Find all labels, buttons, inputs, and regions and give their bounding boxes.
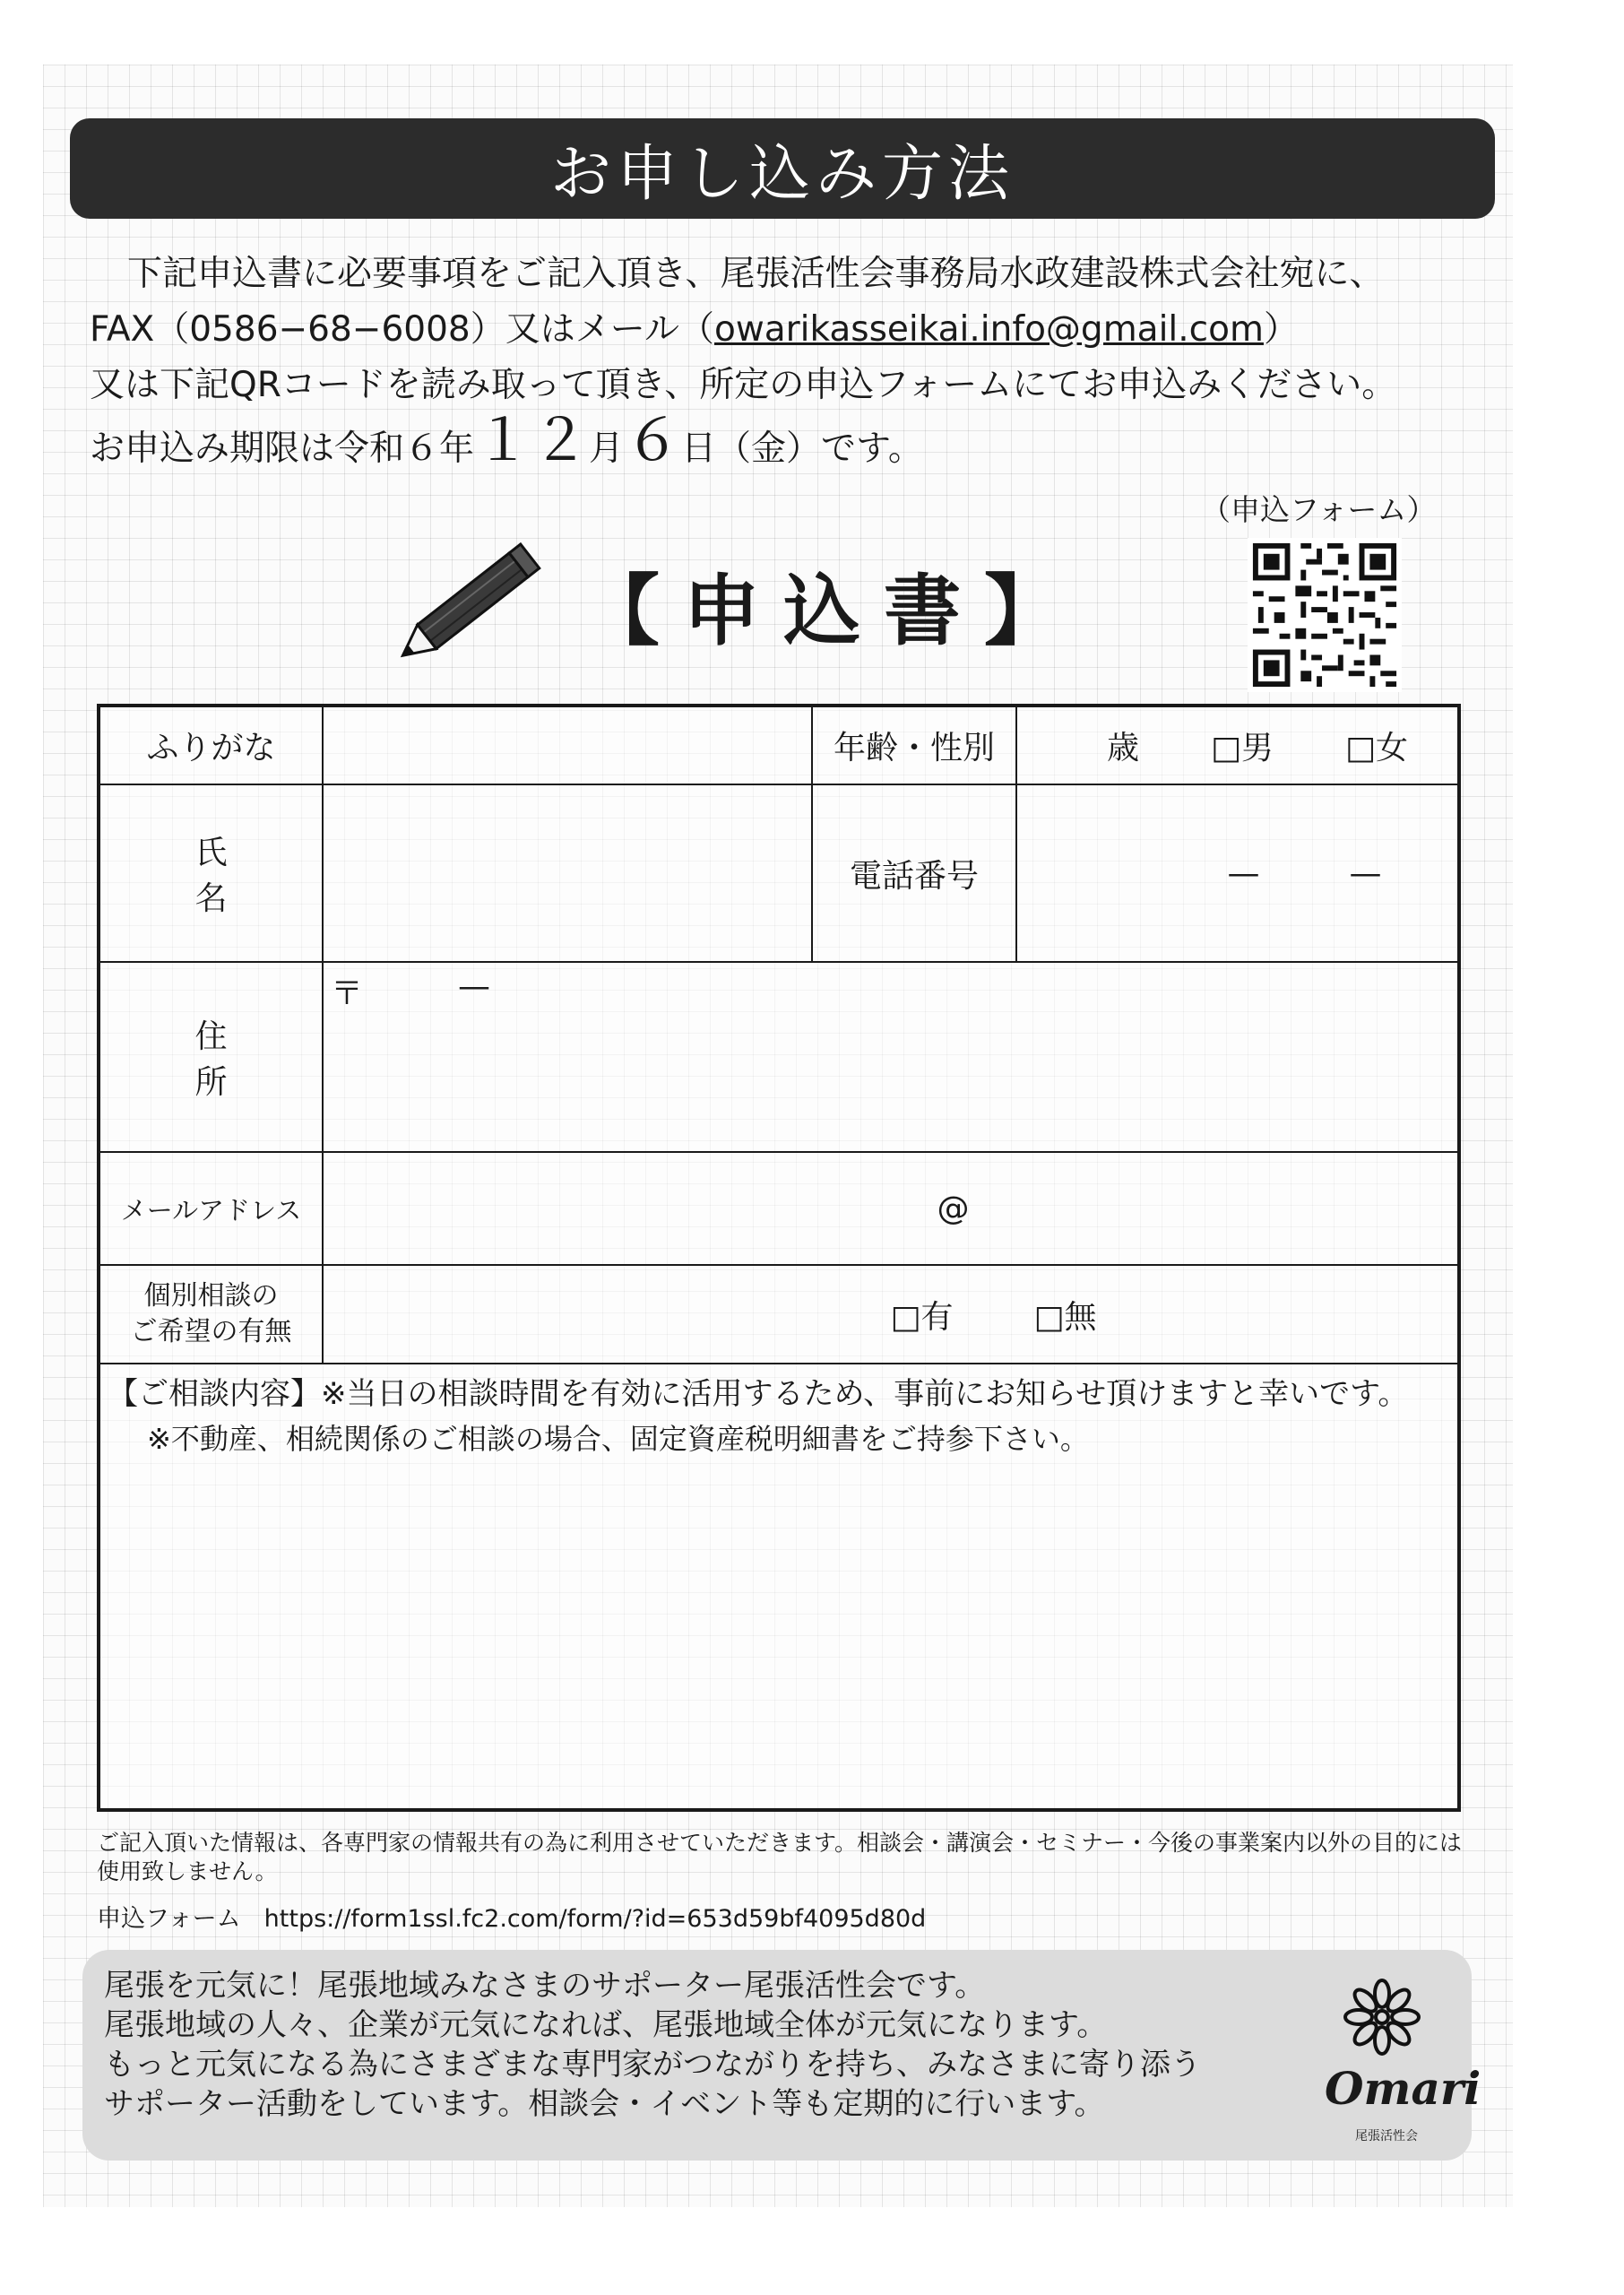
- email-input[interactable]: [323, 1152, 1459, 1265]
- consult-heading: 【ご相談内容】: [108, 1376, 321, 1412]
- consult-note-2: ※不動産、相続関係のご相談の場合、固定資産税明細書をご持参下さい。: [147, 1422, 1089, 1456]
- furigana-input[interactable]: [323, 706, 812, 784]
- deadline-month-unit: 月: [589, 429, 625, 469]
- footer-text: [104, 1966, 1201, 2124]
- consult-content-input[interactable]: [99, 1364, 1459, 1810]
- phone-dash-2: —: [1349, 854, 1382, 892]
- intro-line-2: [90, 302, 1506, 358]
- footer-line-1: 尾張を元気に！尾張地域みなさまのサポーター尾張活性会です。: [104, 1968, 986, 2004]
- consult-label-line-2: ご希望の有無: [130, 1316, 292, 1347]
- footer-line-3: もっと元気になる為にさまざまな専門家がつながりを持ち、みなさまに寄り添う: [104, 2047, 1201, 2083]
- consult-label-line-1: 個別相談の: [143, 1280, 279, 1312]
- intro-text: [90, 247, 1506, 477]
- name-label: 氏名: [99, 784, 323, 962]
- application-form: [97, 704, 1461, 1812]
- intro-line-1: 下記申込書に必要事項をご記入頂き、尾張活性会事務局水政建設株式会社宛に、: [127, 254, 1385, 294]
- email-at-mark: @: [937, 1190, 970, 1227]
- fax-text: FAX（0586−68−6008）又はメール（: [90, 309, 714, 350]
- phone-input[interactable]: [1016, 784, 1459, 962]
- furigana-label: ふりがな: [99, 706, 323, 784]
- intro-line-3: 又は下記QRコードを読み取って頂き、所定の申込フォームにてお申込みください。: [90, 365, 1397, 405]
- phone-label: 電話番号: [812, 784, 1016, 962]
- form-url-line: [97, 1899, 926, 1934]
- form-url-label: 申込フォーム: [97, 1905, 241, 1933]
- paren-close: ）: [1263, 309, 1299, 350]
- form-row-consult-content: [99, 1364, 1459, 1810]
- email-label: メールアドレス: [99, 1152, 323, 1265]
- age-gender-input[interactable]: [1016, 706, 1459, 784]
- form-row-furigana: [99, 706, 1459, 784]
- male-checkbox[interactable]: □男: [1211, 730, 1274, 766]
- logo-subtext: 尾張活性会: [1355, 2129, 1418, 2143]
- form-row-email: [99, 1152, 1459, 1265]
- deadline-prefix: お申込み期限は令和６年: [90, 429, 475, 469]
- no-checkbox[interactable]: □無: [1033, 1298, 1097, 1336]
- deadline-day: ６: [624, 408, 682, 474]
- qr-caption: （申込フォーム）: [1201, 492, 1437, 527]
- qr-code-icon[interactable]: [1248, 538, 1402, 692]
- female-checkbox[interactable]: □女: [1345, 730, 1409, 766]
- logo-text: Omari: [1325, 2062, 1481, 2115]
- flower-logo-icon: [1337, 1972, 1427, 2062]
- pencil-icon: [387, 518, 566, 680]
- age-gender-label: 年齢・性別: [812, 706, 1016, 784]
- age-unit: 歳: [1107, 730, 1140, 766]
- deadline-month: １２: [474, 408, 590, 474]
- form-row-consult-wish: [99, 1265, 1459, 1364]
- consult-heading-line: [108, 1372, 1457, 1416]
- consult-wish-input[interactable]: [323, 1265, 1459, 1364]
- deadline-suffix: 日（金）です。: [681, 429, 923, 469]
- phone-dash-1: —: [1227, 854, 1260, 892]
- page-title: お申し込み方法: [549, 138, 1015, 210]
- email-link[interactable]: owarikasseikai.info@gmail.com: [713, 309, 1264, 350]
- consult-wish-label: [99, 1265, 323, 1364]
- footer-line-4: サポーター活動をしています。相談会・イベント等も定期的に行います。: [104, 2086, 1105, 2122]
- consult-note-1: ※当日の相談時間を有効に活用するため、事前にお知らせ頂けますと幸いです。: [321, 1376, 1409, 1412]
- form-row-address: [99, 962, 1459, 1152]
- postal-mark: 〒: [331, 975, 364, 1012]
- intro-line-4: [90, 408, 1506, 477]
- form-url-link[interactable]: https://form1ssl.fc2.com/form/?id=653d59bf4095d80d: [263, 1905, 927, 1933]
- postal-dash: —: [458, 968, 490, 1005]
- footer-line-2: 尾張地域の人々、企業が元気になれば、尾張地域全体が元気になります。: [104, 2007, 1108, 2043]
- form-row-name: [99, 784, 1459, 962]
- name-input[interactable]: [323, 784, 812, 962]
- application-title: 【申込書】: [583, 567, 1084, 656]
- address-input[interactable]: [323, 962, 1459, 1152]
- privacy-note: ご記入頂いた情報は、各専門家の情報共有の為に利用させていただきます。相談会・講演会・セミナー・今後の事業案内以外の目的には使用致しません。: [97, 1830, 1463, 1884]
- title-banner: [70, 118, 1495, 219]
- address-label: 住所: [99, 962, 323, 1152]
- yes-checkbox[interactable]: □有: [890, 1298, 954, 1336]
